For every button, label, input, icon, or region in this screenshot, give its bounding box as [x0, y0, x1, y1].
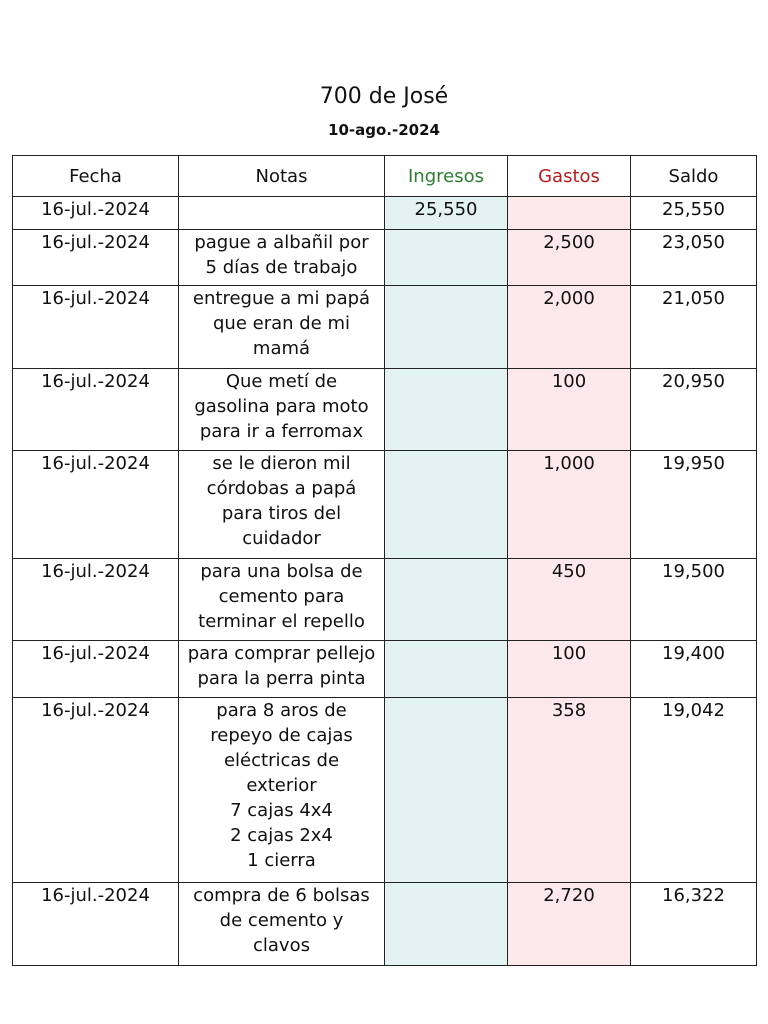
cell-saldo: 21,050: [631, 286, 757, 369]
cell-notas: para una bolsa de cemento para terminar el repello: [179, 559, 385, 641]
cell-fecha: 16-jul.-2024: [13, 698, 179, 883]
table-row: [13, 286, 757, 369]
cell-saldo: 19,042: [631, 698, 757, 883]
header-ingresos: Ingresos: [385, 156, 508, 197]
cell-saldo: 16,322: [631, 883, 757, 966]
header-gastos: Gastos: [508, 156, 631, 197]
cell-ingresos: [385, 883, 508, 966]
cell-ingresos: 25,550: [385, 197, 508, 230]
cell-notas: se le dieron mil córdobas a papá para tiros del cuidador: [179, 451, 385, 559]
cell-notas: compra de 6 bolsas de cemento y clavos: [179, 883, 385, 966]
table-row: [13, 559, 757, 641]
cell-fecha: 16-jul.-2024: [13, 883, 179, 966]
cell-gastos: 100: [508, 641, 631, 698]
cell-ingresos: [385, 641, 508, 698]
cell-fecha: 16-jul.-2024: [13, 451, 179, 559]
cell-gastos: 2,000: [508, 286, 631, 369]
cell-saldo: 23,050: [631, 230, 757, 286]
table-row: [13, 230, 757, 286]
cell-saldo: 19,950: [631, 451, 757, 559]
cell-gastos: 1,000: [508, 451, 631, 559]
report-date: 10-ago.-2024: [328, 121, 440, 139]
cell-fecha: 16-jul.-2024: [13, 197, 179, 230]
table-row: [13, 197, 757, 230]
cell-notas: Que metí de gasolina para moto para ir a ferromax: [179, 369, 385, 451]
cell-saldo: 19,400: [631, 641, 757, 698]
table-row: [13, 883, 757, 966]
cell-ingresos: [385, 230, 508, 286]
cell-gastos: 358: [508, 698, 631, 883]
table-row: [13, 369, 757, 451]
cell-ingresos: [385, 559, 508, 641]
cell-saldo: 25,550: [631, 197, 757, 230]
cell-fecha: 16-jul.-2024: [13, 230, 179, 286]
cell-saldo: 19,500: [631, 559, 757, 641]
table-row: [13, 641, 757, 698]
cell-fecha: 16-jul.-2024: [13, 641, 179, 698]
cell-ingresos: [385, 369, 508, 451]
header-notas: Notas: [179, 156, 385, 197]
cell-fecha: 16-jul.-2024: [13, 286, 179, 369]
table-row: [13, 451, 757, 559]
cell-ingresos: [385, 286, 508, 369]
cell-notas: para comprar pellejo para la perra pinta: [179, 641, 385, 698]
cell-gastos: 450: [508, 559, 631, 641]
ledger-table: [12, 155, 757, 966]
page-title: 700 de José: [319, 84, 449, 109]
cell-gastos: 100: [508, 369, 631, 451]
cell-ingresos: [385, 698, 508, 883]
header-row: [13, 156, 757, 197]
cell-saldo: 20,950: [631, 369, 757, 451]
cell-notas: pague a albañil por 5 días de trabajo: [179, 230, 385, 286]
cell-ingresos: [385, 451, 508, 559]
header-fecha: Fecha: [13, 156, 179, 197]
cell-gastos: [508, 197, 631, 230]
cell-gastos: 2,500: [508, 230, 631, 286]
cell-fecha: 16-jul.-2024: [13, 369, 179, 451]
cell-gastos: 2,720: [508, 883, 631, 966]
header-saldo: Saldo: [631, 156, 757, 197]
table-row: [13, 698, 757, 883]
cell-notas: [179, 197, 385, 230]
cell-fecha: 16-jul.-2024: [13, 559, 179, 641]
cell-notas: entregue a mi papá que eran de mi mamá: [179, 286, 385, 369]
cell-notas: para 8 aros de repeyo de cajas eléctricas de exterior 7 cajas 4x4 2 cajas 2x4 1 cierra: [179, 698, 385, 883]
